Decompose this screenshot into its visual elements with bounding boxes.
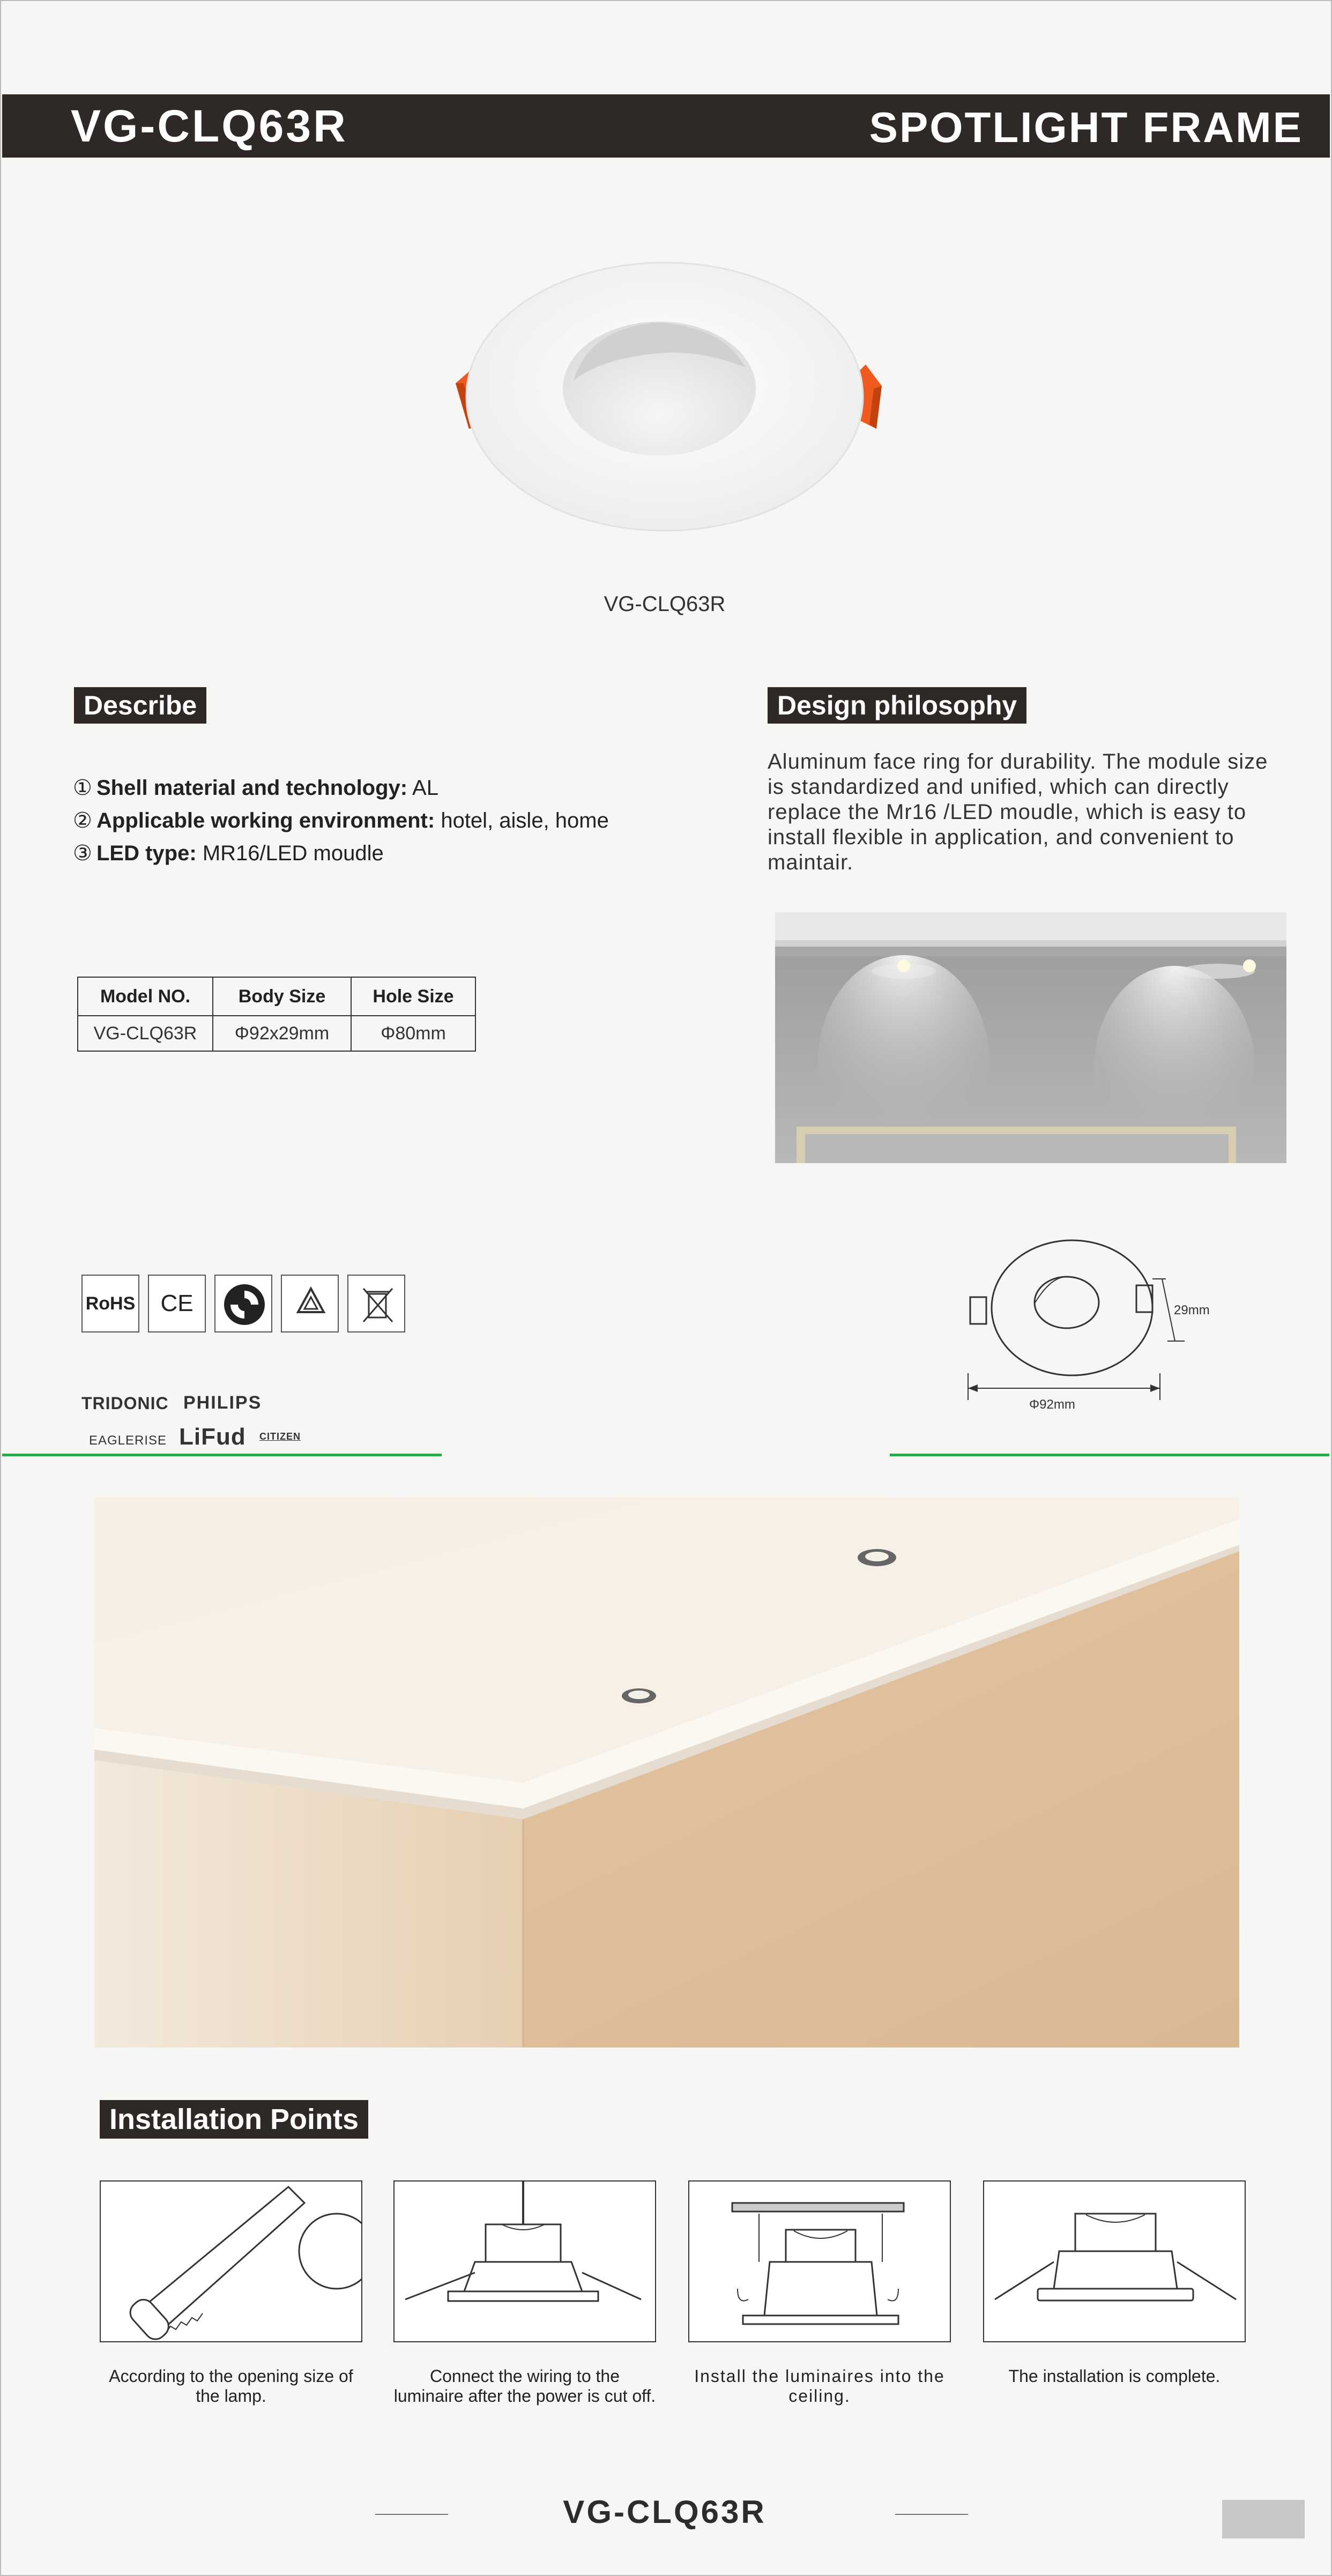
room-photo	[94, 1498, 1239, 2048]
step-1-illustration	[100, 2180, 362, 2342]
spec-header-hole: Hole Size	[351, 977, 475, 1016]
brand-citizen: CITIZEN	[259, 1431, 301, 1442]
describe-tag: Describe	[74, 687, 206, 724]
footer-line-left	[375, 2514, 448, 2515]
brand-tridonic: TRIDONIC	[81, 1394, 169, 1413]
weee-bin-icon	[347, 1275, 405, 1332]
footer-model: VG-CLQ63R	[563, 2494, 767, 2530]
rohs-icon: RoHS	[81, 1275, 139, 1332]
header-title: SPOTLIGHT FRAME	[869, 103, 1303, 151]
describe-item-value: AL	[412, 776, 438, 800]
step-1-caption: According to the opening size of the lamp.	[109, 2366, 353, 2406]
describe-item-label: Shell material and technology:	[96, 776, 408, 800]
spec-cell-hole: Φ80mm	[351, 1016, 475, 1051]
describe-item: ② Applicable working environment: hotel, aisle, home	[73, 809, 609, 832]
header-model: VG-CLQ63R	[71, 101, 348, 151]
table-row	[78, 1016, 475, 1051]
describe-item-label: Applicable working environment:	[96, 809, 435, 832]
green-dot-icon	[214, 1275, 272, 1332]
describe-item-value: MR16/LED moudle	[202, 842, 384, 865]
ceiling-photo	[775, 912, 1286, 1163]
design-text: Aluminum face ring for durability. The module size is standardized and unified, which can directly replace the Mr16 /LED moudle, which is easy to install flexible in application, and convenient to maintair.	[768, 750, 1268, 874]
step-4-caption: The installation is complete.	[1008, 2366, 1221, 2386]
corner-gray-block	[1222, 2500, 1305, 2538]
diameter-dimension-label: Φ92mm	[1029, 1397, 1075, 1412]
describe-item-value: hotel, aisle, home	[441, 809, 609, 832]
spec-table	[77, 977, 476, 1052]
step-4-illustration	[983, 2180, 1246, 2342]
describe-item: ① Shell material and technology: AL	[73, 776, 438, 800]
describe-item-label: LED type:	[96, 842, 197, 865]
installation-tag: Installation Points	[100, 2100, 368, 2139]
spec-cell-model: VG-CLQ63R	[78, 1016, 213, 1051]
step-3-caption: Install the luminaires into the ceiling.	[694, 2366, 945, 2406]
step-3-illustration	[688, 2180, 951, 2342]
brand-lifud: LiFud	[179, 1424, 246, 1450]
step-2-caption: Connect the wiring to the luminaire after the power is cut off.	[393, 2366, 656, 2406]
divider-right	[890, 1454, 1329, 1456]
brand-eaglerise: EAGLERISE	[89, 1433, 167, 1448]
spec-cell-body: Φ92x29mm	[213, 1016, 351, 1051]
describe-list	[73, 772, 609, 870]
ce-mark-icon: CE	[148, 1275, 206, 1332]
height-dimension-label: 29mm	[1174, 1303, 1210, 1317]
brand-philips: PHILIPS	[183, 1393, 262, 1413]
divider-left	[2, 1454, 442, 1456]
spec-table-header	[78, 977, 475, 1016]
recycle-icon	[281, 1275, 339, 1332]
design-tag: Design philosophy	[768, 687, 1026, 724]
footer-line-right	[895, 2514, 968, 2515]
product-image	[397, 252, 933, 541]
product-caption: VG-CLQ63R	[604, 592, 726, 616]
spec-header-body: Body Size	[213, 977, 351, 1016]
describe-item: ③ LED type: MR16/LED moudle	[73, 842, 384, 865]
step-2-illustration	[393, 2180, 656, 2342]
spec-header-model: Model NO.	[78, 977, 213, 1016]
dimension-drawing	[954, 1227, 1254, 1420]
